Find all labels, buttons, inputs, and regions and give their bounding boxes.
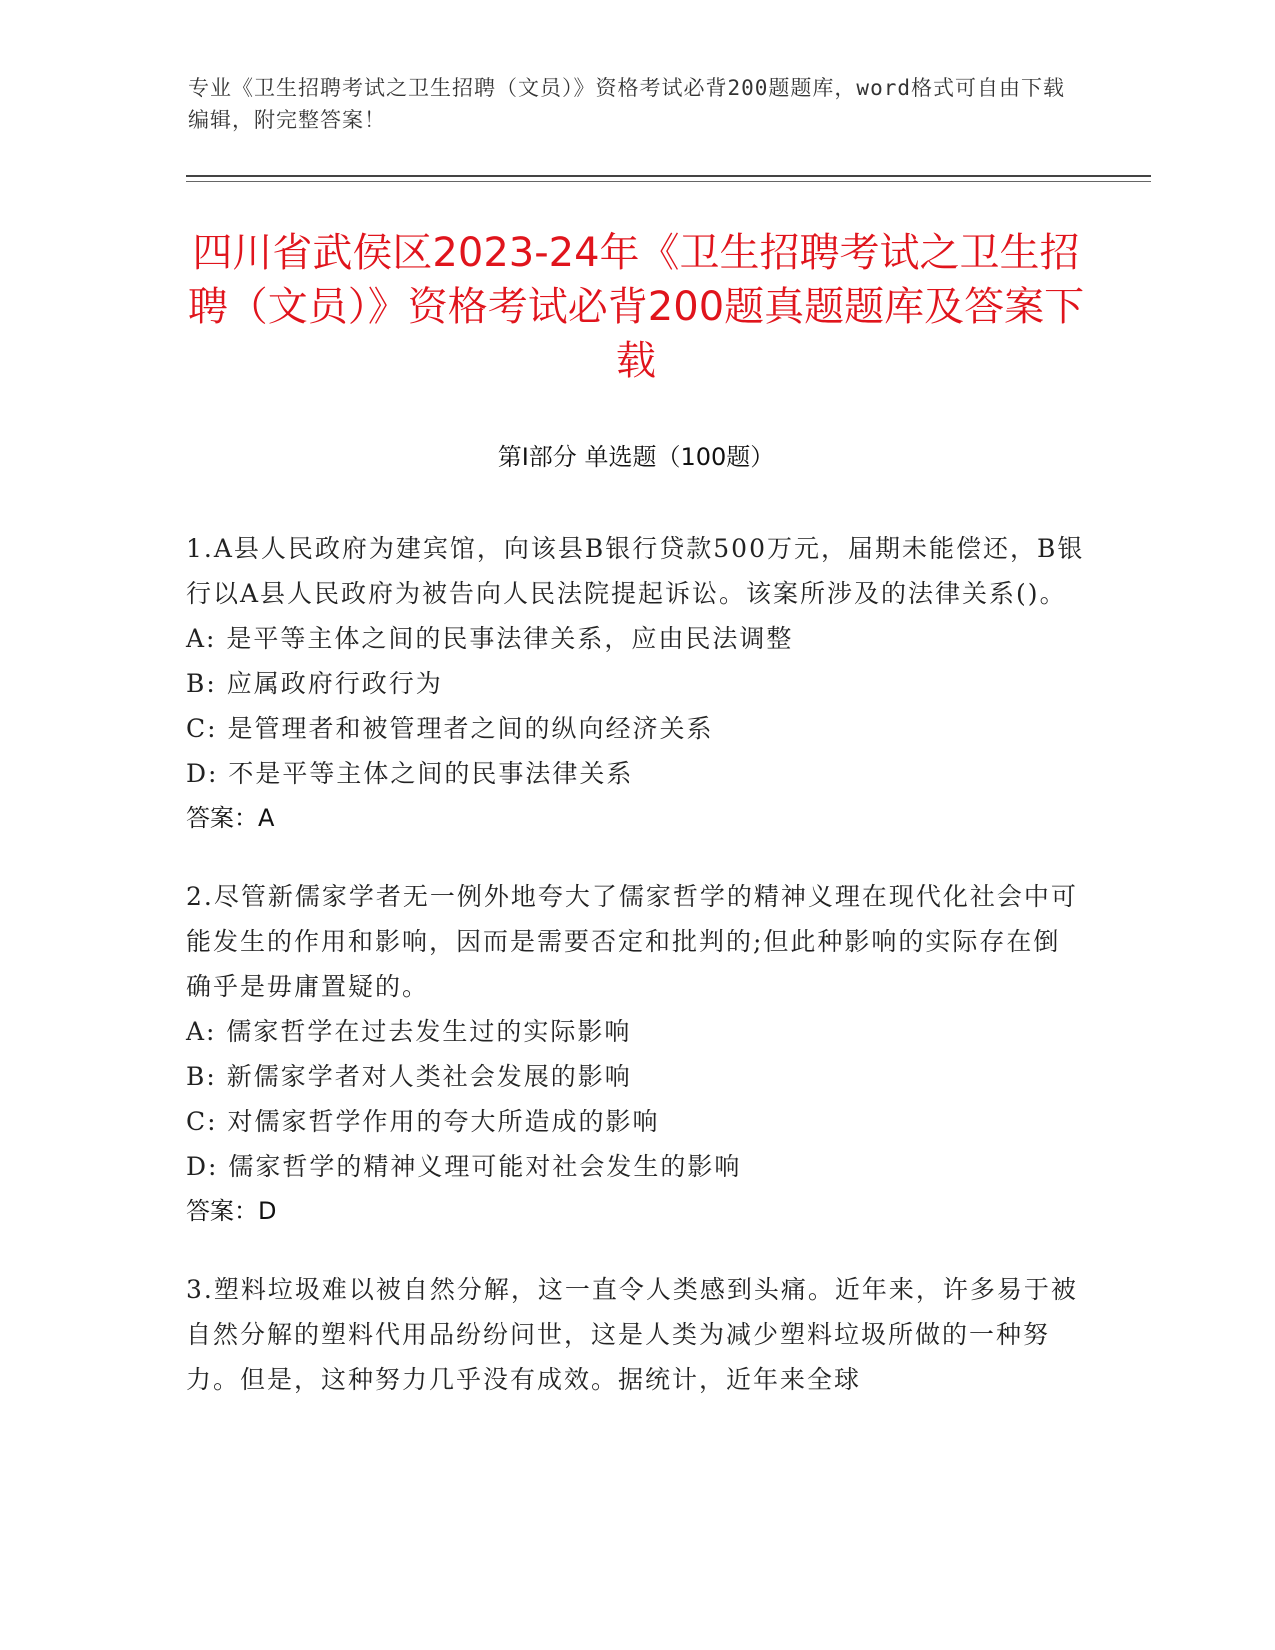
- document-title: 四川省武侯区2023-24年《卫生招聘考试之卫生招聘（文员）》资格考试必背200题真题题库及答案下载: [187, 230, 1085, 384]
- header-divider-thin: [186, 181, 1151, 182]
- header-note: 专业《卫生招聘考试之卫生招聘（文员）》资格考试必背200题题库，word格式可自由下载编辑，附完整答案！: [188, 76, 1065, 132]
- option-d: D: 不是平等主体之间的民事法律关系: [186, 759, 634, 788]
- question-stem: 2.尽管新儒家学者无一例外地夸大了儒家哲学的精神义理在现代化社会中可能发生的作用和影响，因而是需要否定和批判的;但此种影响的实际存在倒确乎是毋庸置疑的。: [186, 882, 1078, 1001]
- option-d: D: 儒家哲学的精神义理可能对社会发生的影响: [186, 1152, 742, 1181]
- option-a: A: 是平等主体之间的民事法律关系，应由民法调整: [186, 624, 794, 653]
- header-divider: [186, 175, 1151, 177]
- option-c: C: 是管理者和被管理者之间的纵向经济关系: [186, 714, 714, 743]
- question-stem: 3.塑料垃圾难以被自然分解，这一直令人类感到头痛。近年来，许多易于被自然分解的塑料代用品纷纷问世，这是人类为减少塑料垃圾所做的一种努力。但是，这种努力几乎没有成效。据统计，近年来全球: [186, 1275, 1078, 1394]
- section-heading: 第Ⅰ部分 单选题（100题）: [497, 443, 775, 471]
- option-a: A: 儒家哲学在过去发生过的实际影响: [186, 1017, 632, 1046]
- option-c: C: 对儒家哲学作用的夸大所造成的影响: [186, 1107, 660, 1136]
- question-3: [186, 1267, 1086, 1402]
- question-list: [186, 526, 1086, 1435]
- question-1: [186, 526, 1086, 841]
- answer: 答案：A: [186, 804, 275, 832]
- option-b: B: 应属政府行政行为: [186, 669, 443, 698]
- option-b: B: 新儒家学者对人类社会发展的影响: [186, 1062, 632, 1091]
- question-2: [186, 874, 1086, 1234]
- answer: 答案：D: [186, 1197, 277, 1225]
- question-stem: 1.A县人民政府为建宾馆，向该县B银行贷款500万元，届期未能偿还，B银行以A县人民政府为被告向人民法院提起诉讼。该案所涉及的法律关系()。: [186, 534, 1085, 608]
